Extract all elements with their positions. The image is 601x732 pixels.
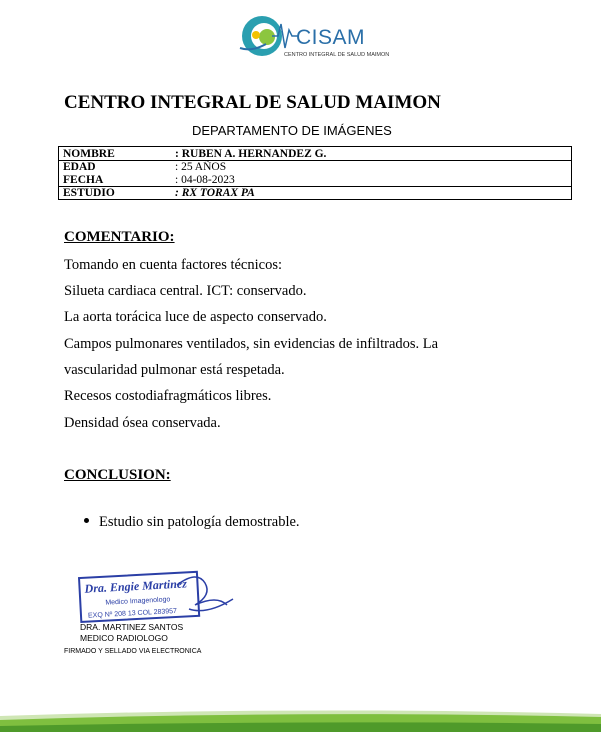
- doctor-stamp: [77, 565, 237, 625]
- stamp-name: Dra. Engie Martinez: [84, 576, 188, 596]
- stamp-ids: EXQ Nº 208 13 COL 283957: [87, 607, 178, 620]
- report-title: CENTRO INTEGRAL DE SALUD MAIMON: [64, 92, 441, 113]
- comment-line: Densidad ósea conservada.: [64, 415, 221, 431]
- info-value-age: : 25 AÑOS: [175, 161, 227, 173]
- stamp-signature-icon: [77, 565, 237, 625]
- conclusion-heading: CONCLUSION:: [64, 467, 171, 483]
- doctor-name: DRA. MARTINEZ SANTOS: [80, 622, 184, 632]
- info-label: ESTUDIO: [63, 187, 115, 199]
- info-value-study: : RX TORAX PA: [175, 187, 255, 199]
- stamp-role: Medico Imagenologo: [105, 596, 171, 607]
- comment-heading: COMENTARIO:: [64, 229, 175, 245]
- info-label: NOMBRE: [63, 148, 115, 160]
- logo-subtitle: CENTRO INTEGRAL DE SALUD MAIMON: [284, 52, 390, 58]
- bullet-icon: [84, 518, 89, 523]
- comment-line: vascularidad pulmonar está respetada.: [64, 362, 285, 378]
- logo-name: CISAM: [296, 26, 366, 49]
- comment-line: Campos pulmonares ventilados, sin evidencias de infiltrados. La: [64, 336, 439, 352]
- row-divider: [59, 160, 571, 161]
- info-value-name: : RUBEN A. HERNANDEZ G.: [175, 148, 327, 160]
- conclusion-text: Estudio sin patología demostrable.: [99, 514, 300, 530]
- comment-line: Tomando en cuenta factores técnicos:: [64, 257, 283, 273]
- cisam-logo: [232, 8, 390, 64]
- department-name: DEPARTAMENTO DE IMÁGENES: [192, 123, 392, 138]
- doctor-role: MEDICO RADIOLOGO: [80, 633, 168, 643]
- patient-info-table: [58, 146, 572, 200]
- comment-line: Silueta cardiaca central. ICT: conservado.: [64, 283, 307, 299]
- signature-note: FIRMADO Y SELLADO VIA ELECTRONICA: [64, 648, 202, 655]
- comment-line: La aorta torácica luce de aspecto conservado.: [64, 309, 327, 325]
- info-label: FECHA: [63, 174, 104, 186]
- footer-green-band: [0, 698, 601, 732]
- conclusion-item: [84, 514, 300, 531]
- comment-line: Recesos costodiafragmáticos libres.: [64, 388, 272, 404]
- info-value-date: : 04-08-2023: [175, 174, 235, 186]
- info-label: EDAD: [63, 161, 96, 173]
- row-divider: [59, 186, 571, 187]
